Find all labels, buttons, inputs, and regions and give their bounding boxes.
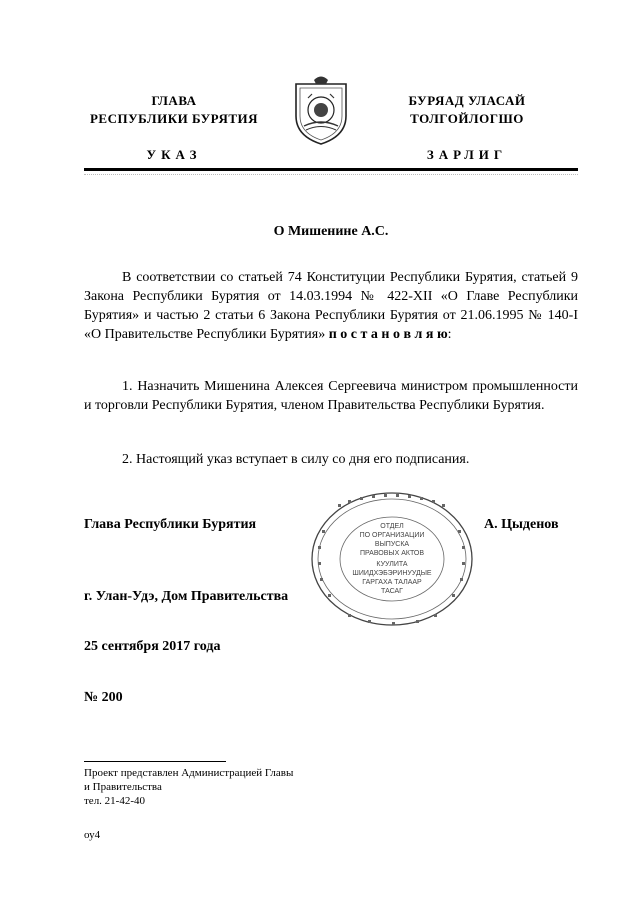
header-left-block — [84, 92, 264, 164]
header-right-block — [392, 92, 542, 164]
stamp-line3: ВЫПУСКА — [374, 541, 410, 548]
preamble-verb: п о с т а н о в л я ю — [328, 327, 448, 342]
stamp-line6: ШИИДХЭБЭРИНУУДЫЕ — [352, 570, 432, 577]
header-right-line2: ТОЛГОЙЛОГШО — [410, 111, 524, 126]
coat-of-arms-icon — [290, 74, 352, 146]
footnote-line1: Проект представлен Администрацией Главы — [84, 767, 294, 779]
preamble-paragraph — [84, 268, 578, 344]
document-title: О Мишенине А.С. — [273, 224, 389, 239]
item-2-paragraph: 2. Настоящий указ вступает в силу со дня его подписания. — [122, 452, 470, 467]
signatory-position: Глава Республики Бурятия — [84, 517, 257, 532]
place-of-signing: г. Улан-Удэ, Дом Правительства — [84, 589, 289, 604]
official-stamp — [308, 490, 476, 628]
decree-number: № 200 — [84, 690, 123, 705]
footnote-line2: и Правительства — [84, 781, 162, 793]
header-right-line1: БУРЯАД УЛАСАЙ — [408, 93, 526, 108]
document-code: оу4 — [84, 829, 101, 841]
preamble-colon: : — [447, 327, 452, 342]
footnote-block — [84, 766, 404, 808]
stamp-line8: ТАСАГ — [381, 588, 403, 595]
header-right-doc-type: ЗАРЛИГ — [426, 147, 508, 162]
stamp-line1: ОТДЕЛ — [380, 523, 404, 530]
stamp-line4: ПРАВОВЫХ АКТОВ — [359, 550, 425, 557]
stamp-line2: ПО ОРГАНИЗАЦИИ — [359, 532, 425, 539]
footnote-line3: тел. 21-42-40 — [84, 795, 146, 807]
header-left-line2: РЕСПУБЛИКИ БУРЯТИЯ — [89, 111, 259, 126]
stamp-line7: ГАРГАХА ТАЛААР — [362, 579, 422, 586]
footnote-divider — [84, 761, 226, 762]
header-dotted-line — [84, 174, 578, 177]
header-left-line1: ГЛАВА — [151, 93, 197, 108]
header-divider — [84, 168, 578, 171]
stamp-line5: КУУЛИТА — [376, 561, 408, 568]
header-left-doc-type: УКАЗ — [146, 147, 202, 162]
signatory-name: А. Цыденов — [484, 517, 559, 532]
decree-date: 25 сентября 2017 года — [84, 639, 221, 654]
preamble-text: В соответствии со статьей 74 Конституции Республики Бурятия, статьей 9 Закона Республики Бурятия от 14.03.1994 № 422-XII «О Главе Республики Бурятия» и частью 2 статьи 6 Закона Республики Бурятия от 21.06.1995 № 140-I «О Правительстве Республики Бурятия» — [84, 270, 578, 342]
item-1-paragraph: 1. Назначить Мишенина Алексея Сергеевича министром промышленности и торговли Республики Бурятия, членом Правительства Республики Бурятия. — [84, 379, 578, 413]
